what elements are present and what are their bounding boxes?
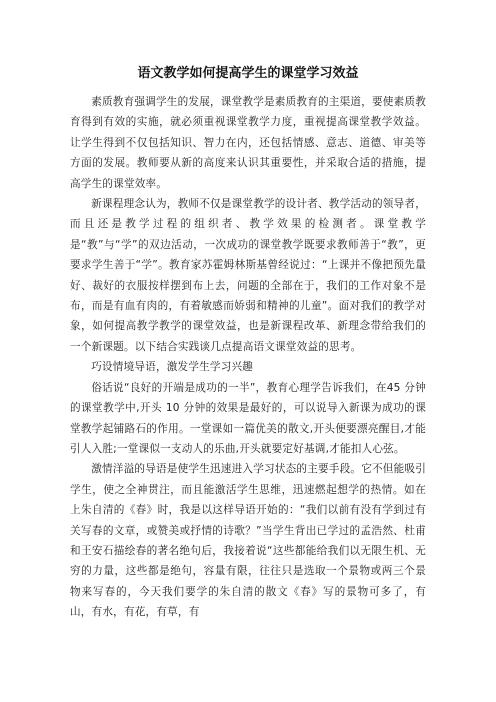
document-body bbox=[70, 92, 426, 623]
paragraph: 激情洋溢的导语是使学生迅速进入学习状态的主要手段。它不但能吸引学生，使之全神贯注，而且能激活学生思维，迅速燃起想学的热情。如在上朱自清的《春》时，我是以这样导语开始的：“我们以前有没有学到过有关写春的文章，或赞美或抒情的诗歌？”当学生背出已学过的孟浩然、杜甫和王安石描绘春的著名绝句后，我接着说“这些都能给我们以无限生机、无穷的力量，这些都是绝句，容量有限，往往只是选取一个景物或两三个景物来写春的，今天我们要学的朱自清的散文《春》写的景物可多了，有山，有水，有花，有草，有 bbox=[70, 463, 426, 619]
section-heading: 巧设情境导语，激发学生学习兴趣 bbox=[91, 361, 254, 374]
paragraph: 素质教育强调学生的发展，课堂教学是素质教育的主渠道，要使素质教育得到有效的实施，就必须重视课堂教学力度，重视提高课堂教学效益。让学生得到不仅包括知识、智力在内，还包括情感、意志、道德、审美等方面的发展。教师要从新的高度来认识其重要性，并采取合适的措施，提高学生的课堂效率。 bbox=[70, 96, 426, 190]
paragraph: 新课程理念认为，教师不仅是课堂教学的设计者、教学活动的领导者，而且还是教学过程的组织者、教学效果的检测者。课堂教学是“教”与“学”的双边活动，一次成功的课堂教学既要求教师善于“教”，更要求学生善于“学”。教育家苏霍姆林斯基曾经说过：“上课并不像把预先量好、裁好的衣服按样摆到布上去，问题的全部在于，我们的工作对象不是布，而是有血有肉的，有着敏感而娇弱和精神的儿童”。面对我们的教学对象，如何提高教学教学的课堂效益，也是新课程改革、新理念带给我们的一个新课题。以下结合实践谈几点提高语文课堂效益的思考。 bbox=[70, 198, 426, 353]
page-title: 语文教学如何提高学生的课堂学习效益 bbox=[137, 66, 359, 81]
paragraph: 俗话说“良好的开端是成功的一半”，教育心理学告诉我们，在45 分钟的课堂教学中,开头 10 分钟的效果是最好的，可以说导入新课为成功的课堂教学起铺路石的作用。一堂课如一篇优美的散文,开头便要漂亮醒目,才能引人入胜;一堂课似一支动人的乐曲,开头就要定好基调,才能扣人心弦。 bbox=[70, 381, 426, 455]
